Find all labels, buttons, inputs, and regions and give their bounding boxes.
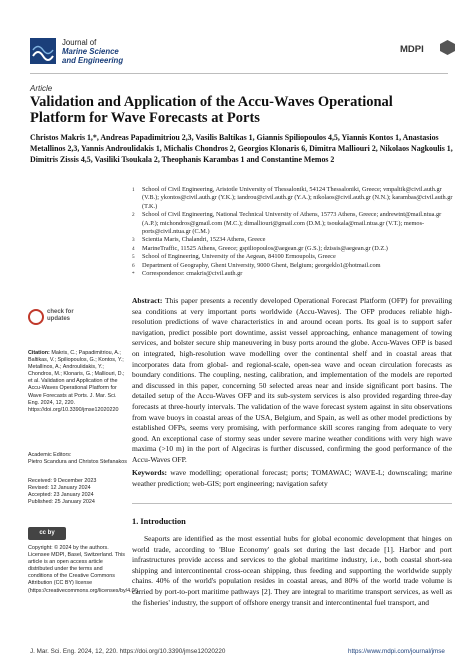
affiliation-number: *: [132, 271, 135, 278]
affiliation-number: 6: [132, 262, 135, 269]
journal-prefix: Journal of: [62, 38, 97, 47]
accepted-date: Accepted: 23 January 2024: [28, 492, 94, 499]
affiliation-number: 4: [132, 245, 135, 252]
journal-line-2: and Engineering: [62, 56, 124, 65]
affiliations-list: [132, 186, 457, 278]
affiliation-text: School of Engineering, University of the Aegean, 84100 Ermoupolis, Greece: [142, 253, 336, 261]
editors-label: Academic Editors:: [28, 452, 72, 458]
affiliation-text: Scientia Maris, Chalandri, 15234 Athens, Greece: [142, 236, 266, 244]
journal-logo-icon: [30, 38, 56, 64]
citation-text: Makris, C.; Papadimitriou, A.; Baltikas, V.; Spiliopoulos, G.; Kontos, Y.; Metallinos, A.; Androulidakis, Y.; Chondros, M.; Klonaris, G.; Malliouri, D.; et al. Validation and Application of the Accu-Waves Operational Platform for Wave Forecasts at Ports. J. Mar. Sci. Eng. 2024, 12, 220. https://doi.org/10.3390/jmse12020220: [28, 350, 125, 413]
affiliation-number: 2: [132, 212, 135, 219]
history-dates: [28, 478, 128, 506]
affiliation-number: 1: [132, 187, 135, 193]
keywords-label: Keywords:: [132, 468, 167, 477]
paper-title: Validation and Application of the Accu-Waves Operational Platform for Wave Forecasts at Ports: [30, 94, 393, 126]
affiliation-item: [132, 211, 457, 236]
section-heading-introduction: 1. Introduction: [132, 517, 186, 526]
copyright-notice: Copyright: © 2024 by the authors. Licensee MDPI, Basel, Switzerland. This article is an open access article distributed under the terms and conditions of the Creative Commons Attribution (CC BY) license (https://creativecommons.org/licenses/by/4.0/).: [28, 545, 140, 594]
publisher-name: MDPI: [400, 44, 424, 55]
citation-label: Citation:: [28, 350, 50, 356]
article-type: Article: [30, 84, 53, 93]
affiliation-text: School of Civil Engineering, Aristotle University of Thessaloniki, 54124 Thessaloniki, Greece; vmpaltik@civil.auth.gr (V.B.); ykontos@civil.auth.gr (Y.K.); iandrou@civil.auth.gr (Y.A.); nikolaos@civil.auth.gr (N.N.); karambas@civil.auth.gr (T.K.): [142, 186, 453, 210]
affiliation-item: [132, 253, 457, 261]
footer-journal-link[interactable]: https://www.mdpi.com/journal/jmse: [348, 648, 445, 655]
journal-line-1: Marine Science: [62, 47, 119, 56]
affiliation-text: MarineTraffic, 11525 Athens, Greece; gspiliopoulos@aegean.gr (G.S.); dzissis@aegean.gr (D.Z.): [142, 244, 388, 252]
received-date: Received: 9 December 2023: [28, 478, 97, 484]
check-for-updates-icon[interactable]: [28, 309, 44, 325]
affiliation-text: School of Civil Engineering, National Technical University of Athens, 15773 Athens, Greece; andrewtnt@mail.ntua.gr (A.P.); michondros@gmail.com (M.C.); dimalliouri@gmail.com (D.M.); tsoukala@mail.ntua.gr (V.T.); memos-ports@civil.ntua.gr (C.M.): [142, 211, 442, 236]
affiliation-item: [132, 262, 457, 270]
citation-block: [28, 350, 128, 414]
affiliation-item: [132, 245, 457, 253]
academic-editors: [28, 452, 128, 466]
keywords-text: wave modelling; operational forecast; ports; TOMAWAC; WAVE-L; downscaling; marine weather prediction; web-GIS; port engineering; navigation safety: [132, 468, 452, 488]
affiliation-item: [132, 270, 457, 278]
affiliation-item: [132, 186, 457, 211]
editors-names: Pietro Scandura and Christos Stefanakos: [28, 459, 127, 466]
keywords: [132, 468, 452, 489]
affiliation-number: 5: [132, 254, 135, 261]
footer-citation[interactable]: J. Mar. Sci. Eng. 2024, 12, 220. https://doi.org/10.3390/jmse12020220: [30, 648, 226, 655]
abstract-label: Abstract:: [132, 296, 163, 305]
mdpi-logo-icon: [440, 40, 455, 55]
abstract: [132, 296, 452, 466]
abstract-text: This paper presents a recently developed Operational Forecast Platform (OFP) for prevailing sea conditions at very important ports worldwide (Accu-Waves). The OFP produces reliable high-resolution predictions of wave characteristics in and around ocean ports. Its goal is to support safer navigation, predict possible port downtime, assist vessel approaching, enhance management of towing services, and bolster secure ship maneuvering in busy ports around the globe. Accu-Waves OFP is based on integrated, high-resolution wave modelling over the continental shelf and in coastal areas that incorporates data from global- and regional-scale, open-sea wave and ocean circulation forecasts as boundary conditions. The coupling, nesting, calibration, and implementation of the models are reported and discussed in this paper, concerning 50 selected areas near and inside significant port basins. The detailed setup of the Accu-Waves OFP and its sub-system services is also provided regarding three-day forecasts at three-hourly intervals. The validation of the wave forecast system against in situ observations from wave buoys in coastal areas of the USA, Belgium, and Spain, as well as other model predictions by established OFPs, seems very promising, with performance skill scores ranging from adequate to very good. An exceptional case of stormy seas under severe marine weather conditions with very high wave maxima (>10 m) in the port of Algeciras is further discussed, confirming the good performance of the Accu-Waves OFP.: [132, 296, 452, 464]
affiliation-text: Correspondence: cmakris@civil.auth.gr: [142, 270, 243, 278]
check-for-updates-label[interactable]: check for updates: [47, 309, 74, 322]
header-divider: [30, 73, 448, 74]
revised-date: Revised: 12 January 2024: [28, 485, 91, 492]
author-list: Christos Makris 1,*, Andreas Papadimitriou 2,3, Vasilis Baltikas 1, Giannis Spiliopoulos 4,5, Yiannis Kontos 1, Anastasios Metallinos 2,3, Yannis Androulidakis 1, Michalis Chondros 2, Georgios Klonaris 6, Dimitra Malliouri 2, Nikolaos Nagkoulis 1, Dimitris Zissis 4,5, Vasiliki Tsoukala 2, Theophanis Karambas 1 and Constantine Memos 2: [30, 133, 453, 165]
affiliation-text: Department of Geography, Ghent University, 9000 Ghent, Belgium; georgeklo1@hotmail.com: [142, 261, 381, 269]
introduction-paragraph: Seaports are identified as the most essential hubs for global economic development that hinges on world trade, according to 'Blue Economy' goals set during the last decade [1]. Harbor and port infrastructures provide access and services to the global maritime industry, i.e., both coastal short-sea shipping and intercontinental cross-ocean shipping, thus feeding and supporting the worldwide supply chains. 40% of the world's population resides in coastal areas, and 80% of the world trade volume is carried by port-to-port maritime pathways [2]. They are integral to maritime transport services, as well as the fisheries' industry, the support of offshore energy transit and intercontinental fuel transport, and: [132, 534, 452, 607]
affiliation-number: 3: [132, 237, 135, 244]
cc-license-badge[interactable]: cc by: [28, 527, 66, 540]
published-date: Published: 25 January 2024: [28, 499, 95, 506]
affiliation-item: [132, 236, 457, 244]
section-divider: [132, 503, 452, 504]
journal-name: [62, 38, 123, 65]
